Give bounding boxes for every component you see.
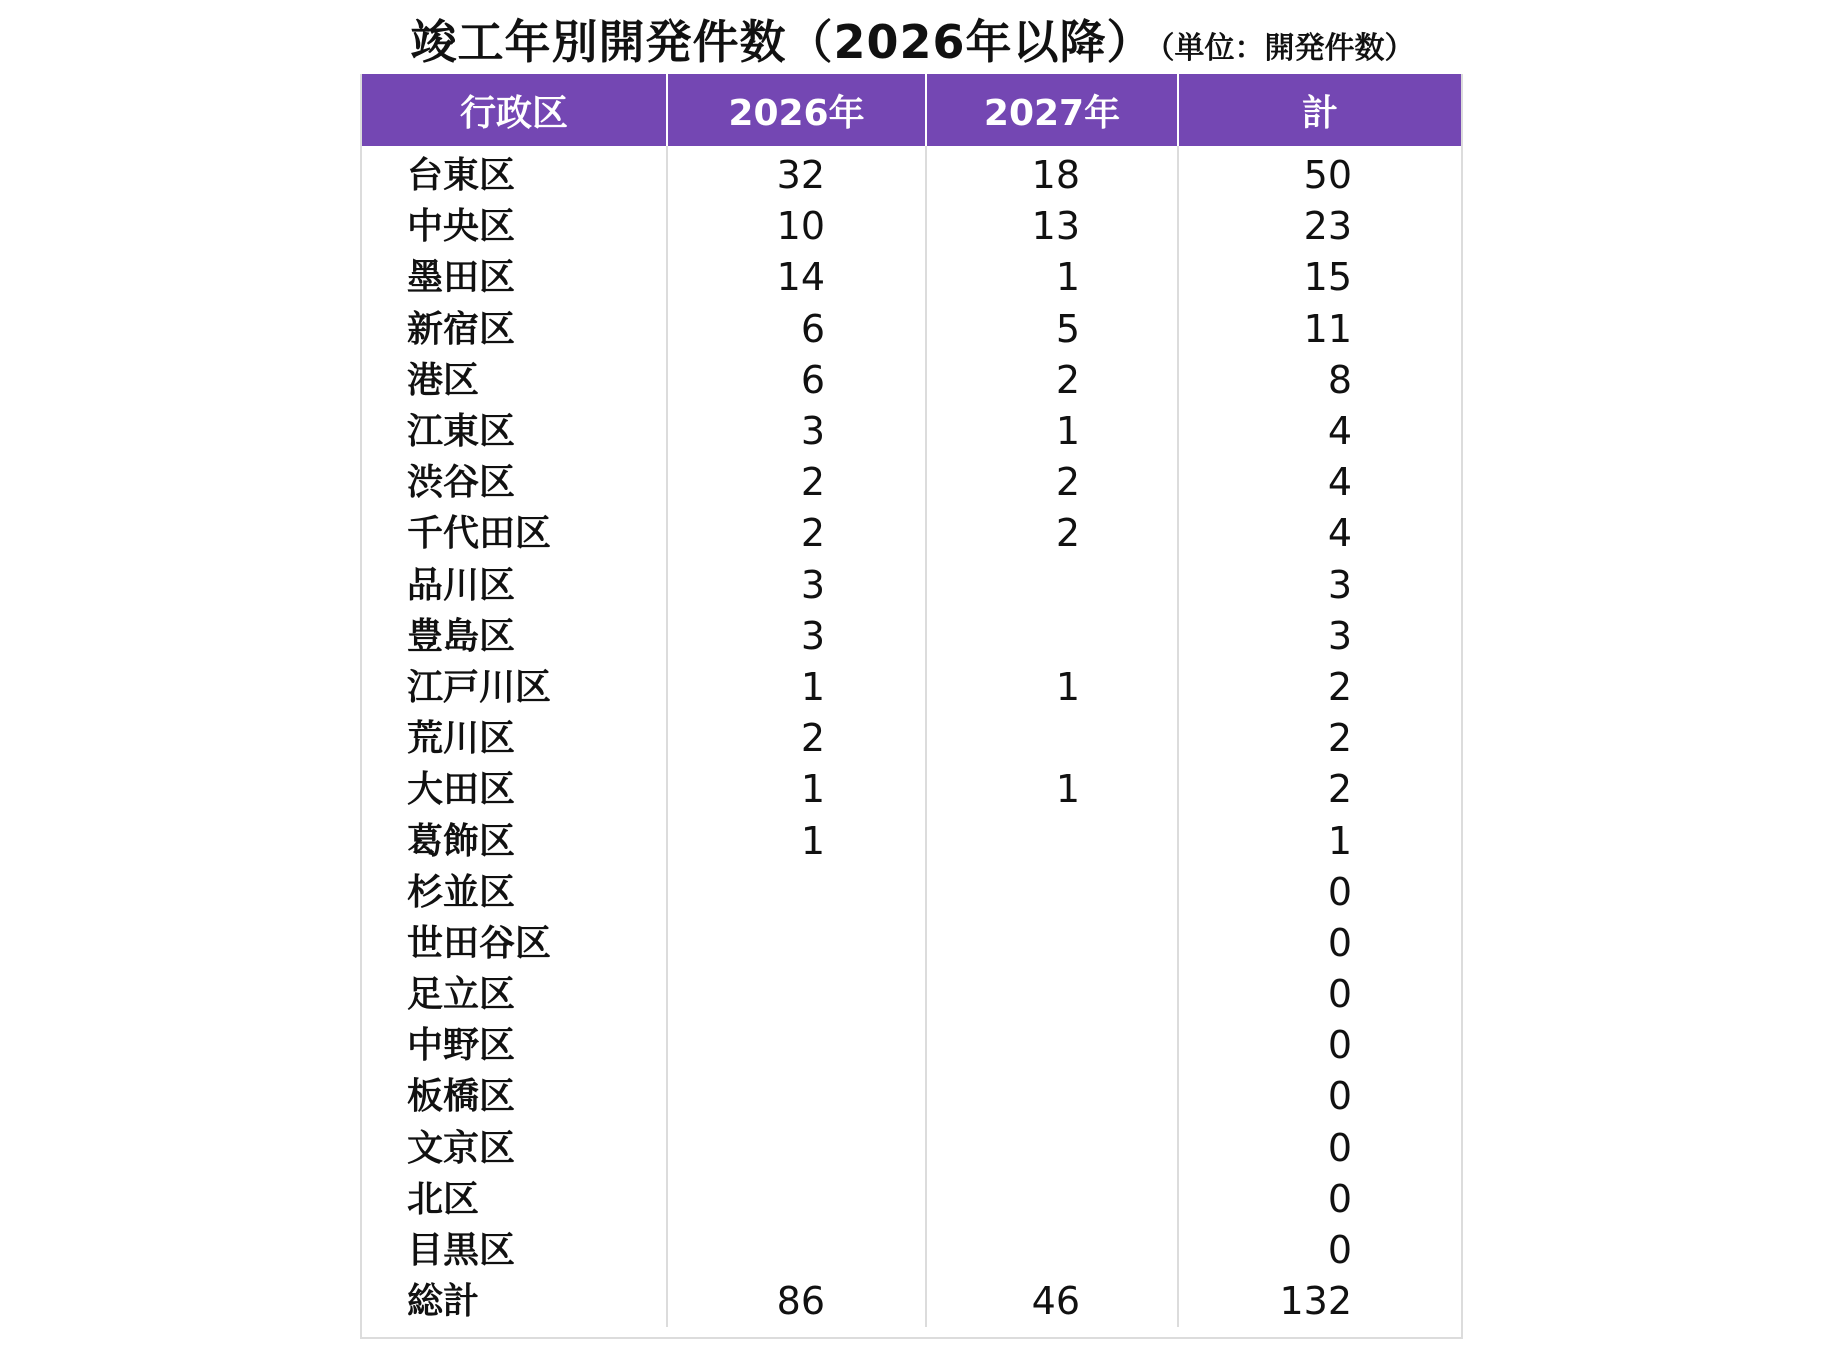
total-cell: 3: [1178, 611, 1461, 662]
ward-name-cell: 板橋区: [407, 1076, 516, 1118]
total-cell: 8: [1178, 355, 1461, 406]
header-row: [362, 74, 1461, 146]
total-cell: 50: [1178, 146, 1461, 201]
value-2026-cell: [667, 1174, 926, 1225]
table-row: [362, 713, 1461, 764]
ward-name-cell: 江戸川区: [407, 666, 552, 708]
ward-name-cell: 葛飾区: [407, 820, 516, 862]
value-2027-cell: 18: [926, 146, 1178, 201]
table-row: [362, 764, 1461, 815]
column-header-2027: 2027年: [926, 74, 1178, 146]
ward-name-cell: 目黒区: [407, 1230, 516, 1272]
ward-name-cell: 大田区: [407, 769, 516, 811]
value-2027-cell: 1: [926, 764, 1178, 815]
value-2027-cell: 46: [926, 1276, 1178, 1327]
table-row: [362, 1123, 1461, 1174]
value-2026-cell: [667, 969, 926, 1020]
ward-name-cell: 中央区: [407, 206, 516, 248]
chart-title: 竣工年別開発件数（2026年以降）: [410, 15, 1154, 69]
total-cell: 4: [1178, 457, 1461, 508]
value-2026-cell: [667, 867, 926, 918]
value-2026-cell: 6: [667, 355, 926, 406]
table-row: [362, 406, 1461, 457]
value-2027-cell: 2: [926, 457, 1178, 508]
value-2027-cell: [926, 560, 1178, 611]
ward-name-cell: 総計: [407, 1281, 480, 1323]
value-2027-cell: [926, 815, 1178, 866]
table-row: [362, 508, 1461, 559]
grand-total-row: [362, 1276, 1461, 1327]
value-2026-cell: 1: [667, 662, 926, 713]
value-2026-cell: [667, 1071, 926, 1122]
title-row: [0, 6, 1825, 69]
total-cell: 0: [1178, 1123, 1461, 1174]
ward-name-cell: 世田谷区: [407, 922, 552, 964]
total-cell: 2: [1178, 662, 1461, 713]
value-2026-cell: 1: [667, 815, 926, 866]
column-header-total: 計: [1178, 74, 1461, 146]
ward-name-cell: 荒川区: [407, 718, 516, 760]
value-2027-cell: [926, 611, 1178, 662]
value-2027-cell: [926, 1174, 1178, 1225]
table-row: [362, 252, 1461, 303]
total-cell: 0: [1178, 867, 1461, 918]
value-2027-cell: 2: [926, 508, 1178, 559]
value-2026-cell: 14: [667, 252, 926, 303]
total-cell: 0: [1178, 1020, 1461, 1071]
ward-name-cell: 足立区: [407, 974, 516, 1016]
table-row: [362, 969, 1461, 1020]
value-2027-cell: [926, 1020, 1178, 1071]
table-row: [362, 1071, 1461, 1122]
ward-name-cell: 中野区: [407, 1025, 516, 1067]
value-2026-cell: [667, 1225, 926, 1276]
table-row: [362, 457, 1461, 508]
value-2026-cell: 3: [667, 611, 926, 662]
value-2026-cell: 2: [667, 457, 926, 508]
value-2026-cell: 32: [667, 146, 926, 201]
ward-name-cell: 豊島区: [407, 615, 516, 657]
ward-name-cell: 杉並区: [407, 871, 516, 913]
value-2026-cell: [667, 1020, 926, 1071]
total-cell: 3: [1178, 560, 1461, 611]
total-cell: 2: [1178, 764, 1461, 815]
total-cell: 11: [1178, 304, 1461, 355]
table-row: [362, 1020, 1461, 1071]
table-row: [362, 918, 1461, 969]
total-cell: 0: [1178, 1071, 1461, 1122]
table-row: [362, 355, 1461, 406]
value-2026-cell: [667, 1123, 926, 1174]
value-2026-cell: [667, 918, 926, 969]
value-2027-cell: [926, 1071, 1178, 1122]
total-cell: 132: [1178, 1276, 1461, 1327]
table-row: [362, 815, 1461, 866]
table-body: [362, 146, 1461, 1327]
table-row: [362, 867, 1461, 918]
table-row: [362, 560, 1461, 611]
total-cell: 0: [1178, 1225, 1461, 1276]
value-2026-cell: 1: [667, 764, 926, 815]
value-2026-cell: 3: [667, 560, 926, 611]
ward-name-cell: 台東区: [407, 155, 516, 197]
value-2027-cell: [926, 867, 1178, 918]
ward-name-cell: 品川区: [407, 564, 516, 606]
ward-name-cell: 港区: [407, 359, 480, 401]
value-2027-cell: 2: [926, 355, 1178, 406]
value-2027-cell: 1: [926, 406, 1178, 457]
value-2027-cell: [926, 713, 1178, 764]
value-2027-cell: [926, 918, 1178, 969]
unit-note: （単位：開発件数）: [1159, 31, 1415, 66]
value-2026-cell: 10: [667, 201, 926, 252]
value-2027-cell: [926, 969, 1178, 1020]
value-2026-cell: 2: [667, 713, 926, 764]
column-header-ward: 行政区: [362, 74, 667, 146]
table-row: [362, 1225, 1461, 1276]
ward-name-cell: 渋谷区: [407, 462, 516, 504]
value-2027-cell: 1: [926, 662, 1178, 713]
ward-name-cell: 江東区: [407, 411, 516, 453]
total-cell: 4: [1178, 508, 1461, 559]
table-row: [362, 611, 1461, 662]
value-2026-cell: 2: [667, 508, 926, 559]
total-cell: 0: [1178, 1174, 1461, 1225]
ward-name-cell: 墨田区: [407, 257, 516, 299]
table-row: [362, 1174, 1461, 1225]
total-cell: 23: [1178, 201, 1461, 252]
table-row: [362, 146, 1461, 201]
total-cell: 2: [1178, 713, 1461, 764]
value-2026-cell: 6: [667, 304, 926, 355]
total-cell: 1: [1178, 815, 1461, 866]
table-container: [360, 74, 1463, 1339]
total-cell: 0: [1178, 918, 1461, 969]
ward-name-cell: 文京区: [407, 1127, 516, 1169]
ward-name-cell: 新宿区: [407, 308, 516, 350]
table-row: [362, 304, 1461, 355]
value-2027-cell: 5: [926, 304, 1178, 355]
value-2027-cell: 13: [926, 201, 1178, 252]
value-2027-cell: 1: [926, 252, 1178, 303]
value-2026-cell: 86: [667, 1276, 926, 1327]
ward-name-cell: 北区: [407, 1178, 480, 1220]
data-table: [362, 74, 1461, 1327]
total-cell: 4: [1178, 406, 1461, 457]
value-2026-cell: 3: [667, 406, 926, 457]
ward-name-cell: 千代田区: [407, 513, 552, 555]
total-cell: 0: [1178, 969, 1461, 1020]
value-2027-cell: [926, 1225, 1178, 1276]
total-cell: 15: [1178, 252, 1461, 303]
table-row: [362, 201, 1461, 252]
table-row: [362, 662, 1461, 713]
column-header-2026: 2026年: [667, 74, 926, 146]
value-2027-cell: [926, 1123, 1178, 1174]
